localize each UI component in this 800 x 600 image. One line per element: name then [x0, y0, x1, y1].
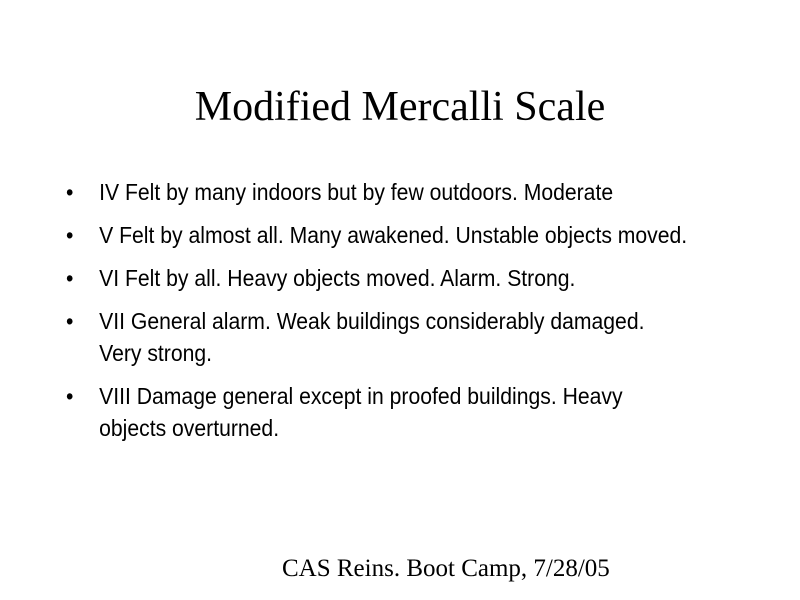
bullet-text: VI Felt by all. Heavy objects moved. Alarm. Strong. [99, 265, 576, 291]
bullet-icon: • [66, 308, 74, 334]
bullet-item [66, 262, 692, 294]
slide-title: Modified Mercalli Scale [194, 84, 606, 130]
bullet-item [66, 176, 692, 208]
bullet-icon: • [66, 383, 74, 409]
bullet-text: VII General alarm. Weak buildings considerably damaged. Very strong. [99, 308, 645, 366]
bullet-icon: • [66, 222, 74, 248]
bullet-item [66, 219, 692, 251]
bullet-icon: • [66, 179, 74, 205]
bullet-item [66, 305, 692, 369]
bullet-list [66, 176, 692, 455]
bullet-text: IV Felt by many indoors but by few outdoors. Moderate [99, 179, 614, 205]
bullet-text: VIII Damage general except in proofed buildings. Heavy objects overturned. [99, 383, 623, 441]
bullet-text: V Felt by almost all. Many awakened. Unstable objects moved. [99, 222, 688, 248]
bullet-icon: • [66, 265, 74, 291]
bullet-item [66, 380, 692, 444]
slide-footer: CAS Reins. Boot Camp, 7/28/05 [282, 555, 610, 582]
